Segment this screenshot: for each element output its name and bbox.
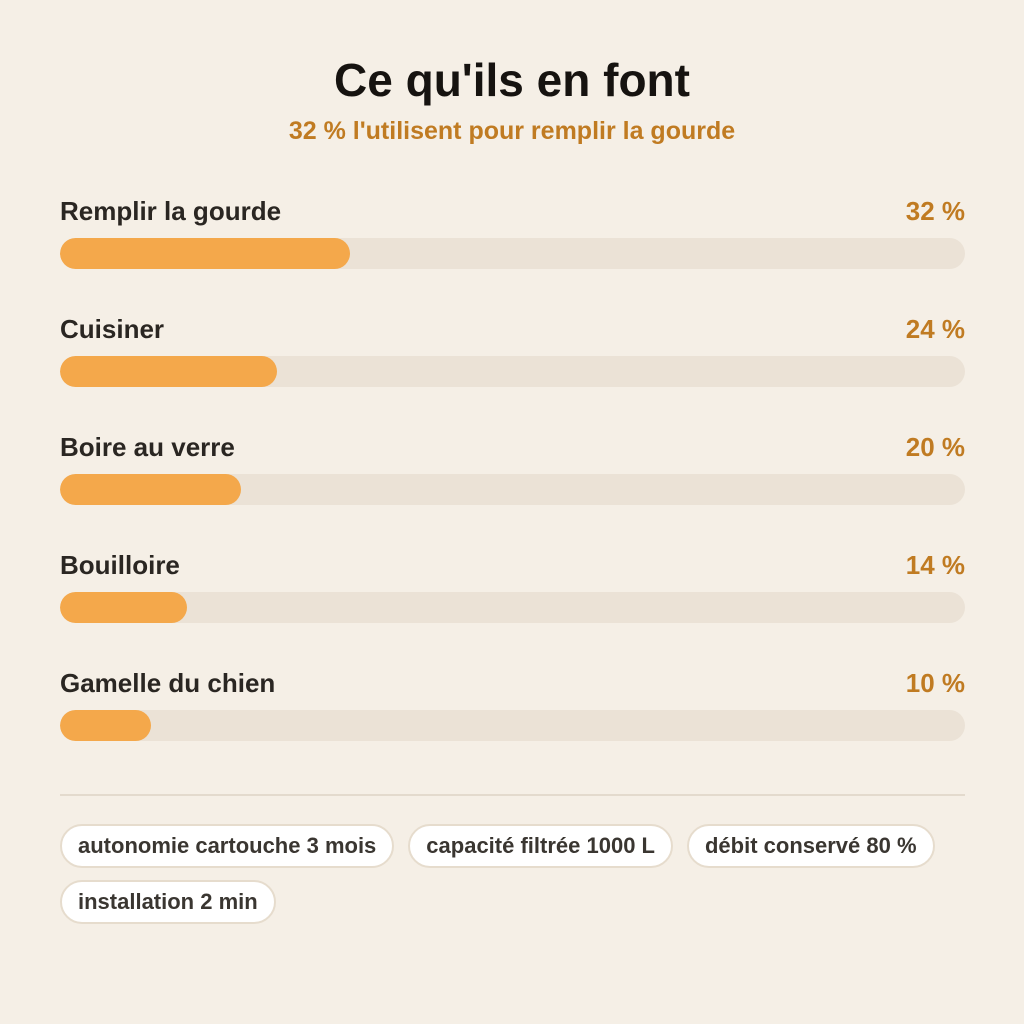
bar-chart [60,192,965,782]
bar-row [60,428,965,546]
chart-subtitle: 32 % l'utilisent pour remplir la gourde [288,117,736,145]
bar-track [60,592,965,623]
feature-chip: autonomie cartouche 3 mois [60,824,394,868]
feature-chip: débit conservé 80 % [687,824,935,868]
bar-row [60,192,965,310]
bar-value-label: 20 % [905,432,965,462]
bar-track [60,356,965,387]
bar-value-label: 14 % [905,550,965,580]
bar [60,474,241,505]
feature-chips [60,824,970,924]
bar-row [60,546,965,664]
bar-value-label: 10 % [905,668,965,698]
bar-label: Bouilloire [60,550,180,580]
bar-label: Boire au verre [60,432,235,462]
bar [60,356,277,387]
bar-row [60,310,965,428]
feature-chip: capacité filtrée 1000 L [408,824,673,868]
feature-chip: installation 2 min [60,880,276,924]
bar-label: Cuisiner [60,314,165,344]
bar-row [60,664,965,782]
bar-label: Gamelle du chien [60,668,276,698]
bar-value-label: 32 % [905,196,965,226]
bar-track [60,238,965,269]
bar [60,238,350,269]
bar [60,710,151,741]
bar-value-label: 24 % [905,314,965,344]
divider [60,794,965,796]
bar [60,592,187,623]
bar-track [60,710,965,741]
bar-label: Remplir la gourde [60,196,282,226]
bar-track [60,474,965,505]
chart-title: Ce qu'ils en font [334,54,690,106]
